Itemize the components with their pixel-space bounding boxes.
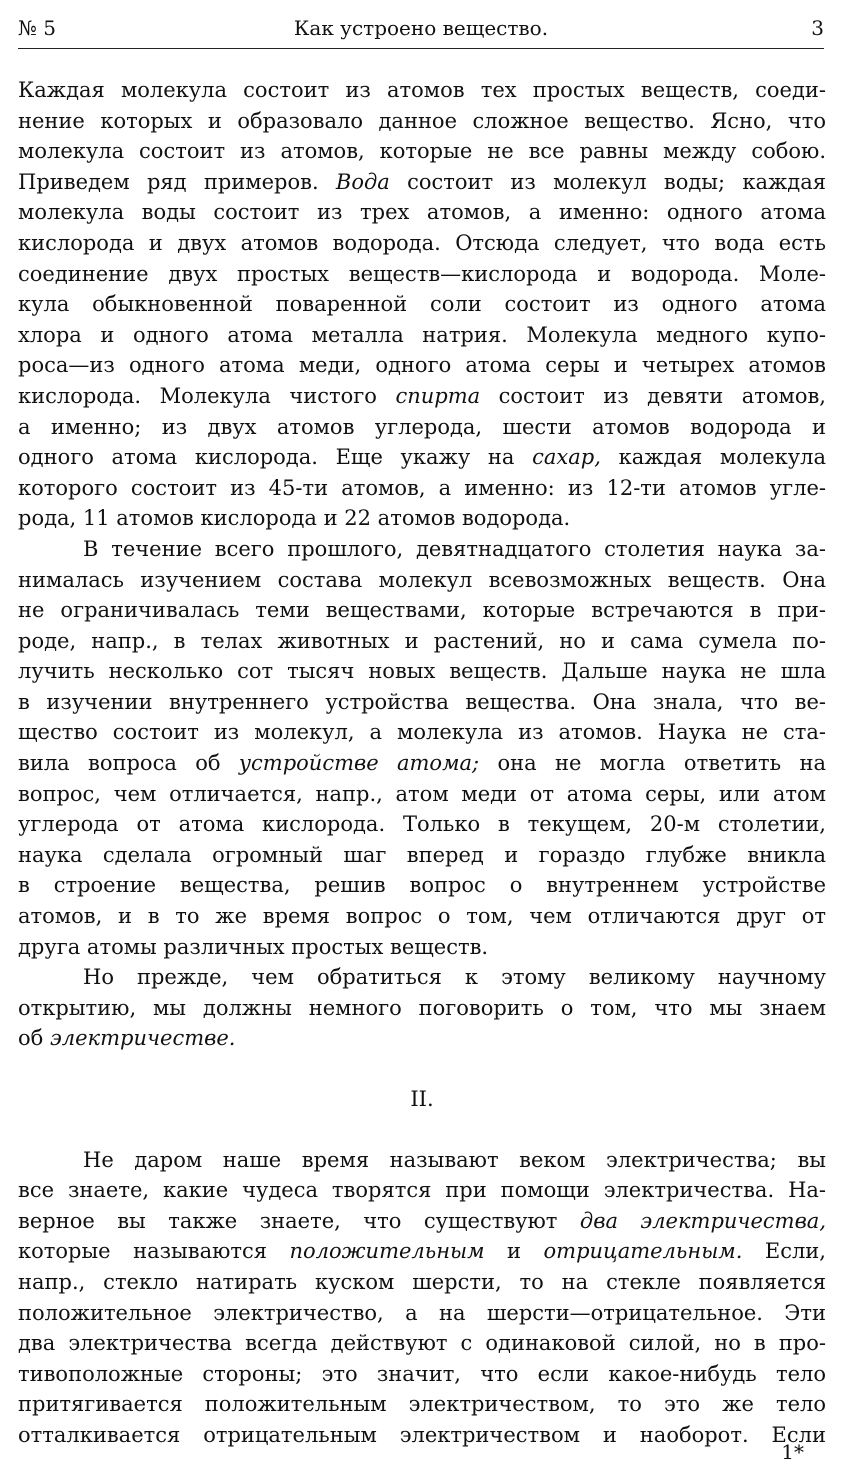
text-span: каждая молекула (618, 445, 826, 470)
text-line: Каждая молекула состоит из атомов тех простых веществ, соеди- (18, 78, 826, 102)
text-span: об (18, 1026, 44, 1051)
italic-term: отрицательным. (543, 1239, 743, 1264)
text-line (18, 1236, 826, 1267)
section-gap (18, 1115, 826, 1145)
text-line: В течение всего прошлого, девятнадцатого столетия наука за- (83, 536, 826, 561)
text-span: Приведем ряд примеров. (18, 169, 319, 194)
text-line (18, 167, 826, 198)
header-rule (18, 48, 824, 49)
text-line: положительное электричество, а на шерсти—отрицательное. Эти (18, 1300, 826, 1325)
issue-number: № 5 (18, 16, 57, 40)
text-line: нение которых и образовало данное сложное вещество. Ясно, что (18, 108, 826, 133)
text-line: Но прежде, чем обратиться к этому великому научному (83, 965, 826, 990)
text-line: отталкивается отрицательным электричеством и наоборот. Если (18, 1422, 826, 1447)
text-line: в строение вещества, решив вопрос о внутреннем устройстве (18, 873, 826, 898)
paragraph-3 (18, 962, 826, 1054)
text-line: не ограничивалась теми веществами, которые встречаются в при- (18, 598, 826, 623)
section-heading: II. (410, 1087, 434, 1111)
paragraph-4 (18, 1145, 826, 1451)
italic-term: сахар, (532, 445, 601, 470)
text-line: молекула состоит из атомов, которые не все равны между собою. (18, 139, 826, 164)
text-line (18, 442, 826, 473)
italic-term: два электричества, (579, 1208, 826, 1233)
text-span: кислорода. Молекула чистого (18, 383, 377, 408)
text-span: которые называются (18, 1239, 268, 1264)
italic-term: положительным (289, 1239, 485, 1264)
text-line: хлора и одного атома металла натрия. Молекула медного купо- (18, 322, 826, 347)
signature-mark: 1* (781, 1440, 804, 1464)
running-title: Как устроено вещество. (293, 16, 549, 40)
text-line: кислорода и двух атомов водорода. Отсюда следует, что вода есть (18, 230, 826, 255)
text-span: Если, (764, 1239, 826, 1264)
text-line: вопрос, чем отличается, напр., атом меди от атома серы, или атом (18, 781, 826, 806)
text-span: и (507, 1239, 522, 1264)
paragraph-2 (18, 534, 826, 962)
text-line: а именно; из двух атомов углерода, шести атомов водорода и (18, 414, 826, 439)
text-line: роса—из одного атома меди, одного атома серы и четырех атомов (18, 353, 826, 378)
text-line: роде, напр., в телах животных и растений, но и сама сумела по- (18, 628, 826, 653)
text-span: состоит из молекул воды; каждая (407, 169, 826, 194)
page-header (18, 12, 824, 46)
italic-term: устройстве атома; (238, 751, 480, 776)
text-line (18, 381, 826, 412)
text-line: кула обыкновенной поваренной соли состоит из одного атома (18, 292, 826, 317)
text-span: одного атома кислорода. Еще укажу на (18, 445, 515, 470)
text-line: притягивается положительным электричеством, то это же тело (18, 1392, 826, 1417)
italic-term: Вода (335, 169, 390, 194)
text-line: щество состоит из молекул, а молекула из атомов. Наука не ста- (18, 720, 826, 745)
text-line: лучить несколько сот тысяч новых веществ. Дальше наука не шла (18, 659, 826, 684)
text-line: рода, 11 атомов кислорода и 22 атомов водорода. (18, 506, 571, 531)
text-line: наука сделала огромный шаг вперед и гораздо глубже вникла (18, 842, 826, 867)
paragraph-1 (18, 75, 826, 534)
text-line: Не даром наше время называют веком электричества; вы (83, 1147, 826, 1172)
text-span: состоит из девяти атомов, (498, 383, 826, 408)
text-line: тивоположные стороны; это значит, что если какое-нибудь тело (18, 1361, 826, 1386)
body-text (18, 75, 826, 1451)
text-line: нималась изучением состава молекул всевозможных веществ. Она (18, 567, 826, 592)
text-line (18, 748, 826, 779)
text-line: углерода от атома кислорода. Только в текущем, 20-м столетии, (18, 812, 826, 837)
text-span: она не могла ответить на (497, 751, 826, 776)
text-line: все знаете, какие чудеса творятся при помощи электричества. На- (18, 1178, 826, 1203)
text-line: которого состоит из 45-ти атомов, а именно: из 12-ти атомов угле- (18, 475, 826, 500)
text-line: молекула воды состоит из трех атомов, а именно: одного атома (18, 200, 826, 225)
text-line (18, 1023, 826, 1054)
text-line: друга атомы различных простых веществ. (18, 934, 489, 959)
text-line: напр., стекло натирать куском шерсти, то на стекле появляется (18, 1269, 826, 1294)
section-gap (18, 1054, 826, 1084)
text-line: атомов, и в то же время вопрос о том, чем отличаются друг от (18, 904, 826, 929)
text-line: в изучении внутреннего устройства вещества. Она знала, что ве- (18, 689, 826, 714)
text-span: верное вы также знаете, что существуют (18, 1208, 558, 1233)
text-line: соединение двух простых веществ—кислорода и водорода. Моле- (18, 261, 826, 286)
text-line: два электричества всегда действуют с одинаковой силой, но в про- (18, 1331, 826, 1356)
italic-term: электричестве. (49, 1026, 236, 1051)
text-span: вила вопроса об (18, 751, 221, 776)
italic-term: спирта (395, 383, 481, 408)
text-line: открытию, мы должны немного поговорить о том, что мы знаем (18, 995, 826, 1020)
text-line (18, 1206, 826, 1237)
page-number: 3 (811, 16, 824, 40)
